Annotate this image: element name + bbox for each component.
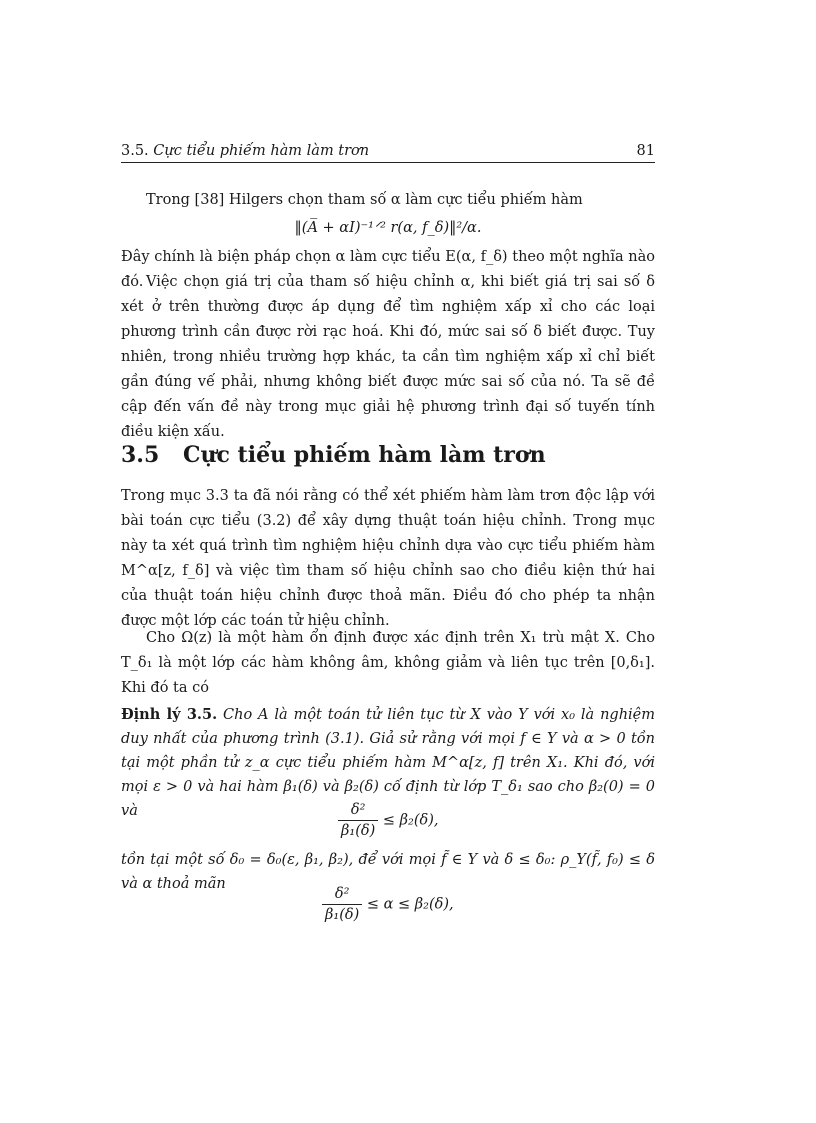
- inequality-2: [322, 884, 454, 925]
- inequality-1-fraction: [338, 800, 378, 841]
- section-heading: [121, 442, 546, 468]
- theorem-text-part2: tồn tại một số δ₀ = δ₀(ε, β₁, β₂), để với mọi f̃ ∈ Y và δ ≤ δ₀: ρ_Y(f̃, f₀) ≤ δ và α thoả mãn: [121, 852, 655, 892]
- header-section-title: Cực tiểu phiếm hàm làm trơn: [153, 143, 370, 159]
- theorem-label: Định lý 3.5.: [121, 706, 218, 723]
- paragraph-intro: Trong mục 3.3 ta đã nói rằng có thể xét phiếm hàm làm trơn độc lập với bài toán cực tiểu (3.2) để xây dựng thuật toán hiệu chỉnh. Trong mục này ta xét quá trình tìm nghiệm hiệu chỉnh dựa vào cực tiểu phiếm hàm M^α[z, f_δ] và việc tìm tham số hiệu chỉnh sao cho điều kiện thứ hai của thuật toán hiệu chỉnh được thoả mãn. Điều đó cho phép ta nhận được một lớp các toán tử hiệu chỉnh.: [121, 488, 655, 629]
- paragraph-meaning: Đây chính là biện pháp chọn α làm cực tiểu E(α, f_δ) theo một nghĩa nào đó.: [121, 249, 655, 290]
- inequality-2-denominator: β₁(δ): [325, 907, 360, 923]
- inequality-1-denominator: β₁(δ): [341, 823, 376, 839]
- inequality-2-rhs: ≤ α ≤ β₂(δ),: [366, 896, 454, 913]
- inequality-1-rhs: ≤ β₂(δ),: [382, 812, 439, 829]
- paragraph-hilgers: Trong [38] Hilgers chọn tham số α làm cực tiểu phiếm hàm: [146, 192, 583, 208]
- inequality-1-numerator: δ²: [338, 800, 378, 821]
- inequality-2-numerator: δ²: [322, 884, 362, 905]
- paragraph-choice: Việc chọn giá trị của tham số hiệu chỉnh α, khi biết giá trị sai số δ xét ở trên thường được áp dụng để tìm nghiệm xấp xỉ cho các loại phương trình cần được rời rạc hoá. Khi đó, mức sai số δ biết được. Tuy nhiên, trong nhiều trường hợp khác, ta cần tìm nghiệm xấp xỉ chỉ biết gần đúng vế phải, nhưng không biết được mức sai số của nó. Ta sẽ đề cập đến vấn đề này trong mục giải hệ phương trình đại số tuyến tính điều kiện xấu.: [121, 274, 655, 440]
- paragraph-omega: Cho Ω(z) là một hàm ổn định được xác định trên X₁ trù mật X. Cho T_δ₁ là một lớp các hàm không âm, không giảm và liên tục trên [0,δ₁]. Khi đó ta có: [121, 630, 655, 696]
- section-number: 3.5: [121, 442, 160, 468]
- inequality-1: [338, 800, 438, 841]
- theorem-text-part1: Cho A là một toán tử liên tục từ X vào Y với x₀ là nghiệm duy nhất của phương trình (3.1). Giả sử rằng với mọi f ∈ Y và α > 0 tồn tại một phần tử z_α cực tiểu phiếm hàm M^α[z, f] trên X₁. Khi đó, với mọi ε > 0 và hai hàm β₁(δ) và β₂(δ) cố định từ lớp T_δ₁ sao cho β₂(0) = 0 và: [121, 707, 656, 819]
- equation-hilgers: ‖(A̅ + αI)⁻¹ᐟ² r(α, f_δ)‖²/α.: [294, 220, 482, 236]
- section-title: Cực tiểu phiếm hàm làm trơn: [183, 442, 546, 468]
- page-number: 81: [636, 143, 655, 159]
- header-section-number: 3.5.: [121, 143, 149, 159]
- inequality-2-fraction: [322, 884, 362, 925]
- header-rule: [121, 162, 655, 163]
- running-header: [121, 143, 655, 163]
- header-section: [121, 143, 369, 159]
